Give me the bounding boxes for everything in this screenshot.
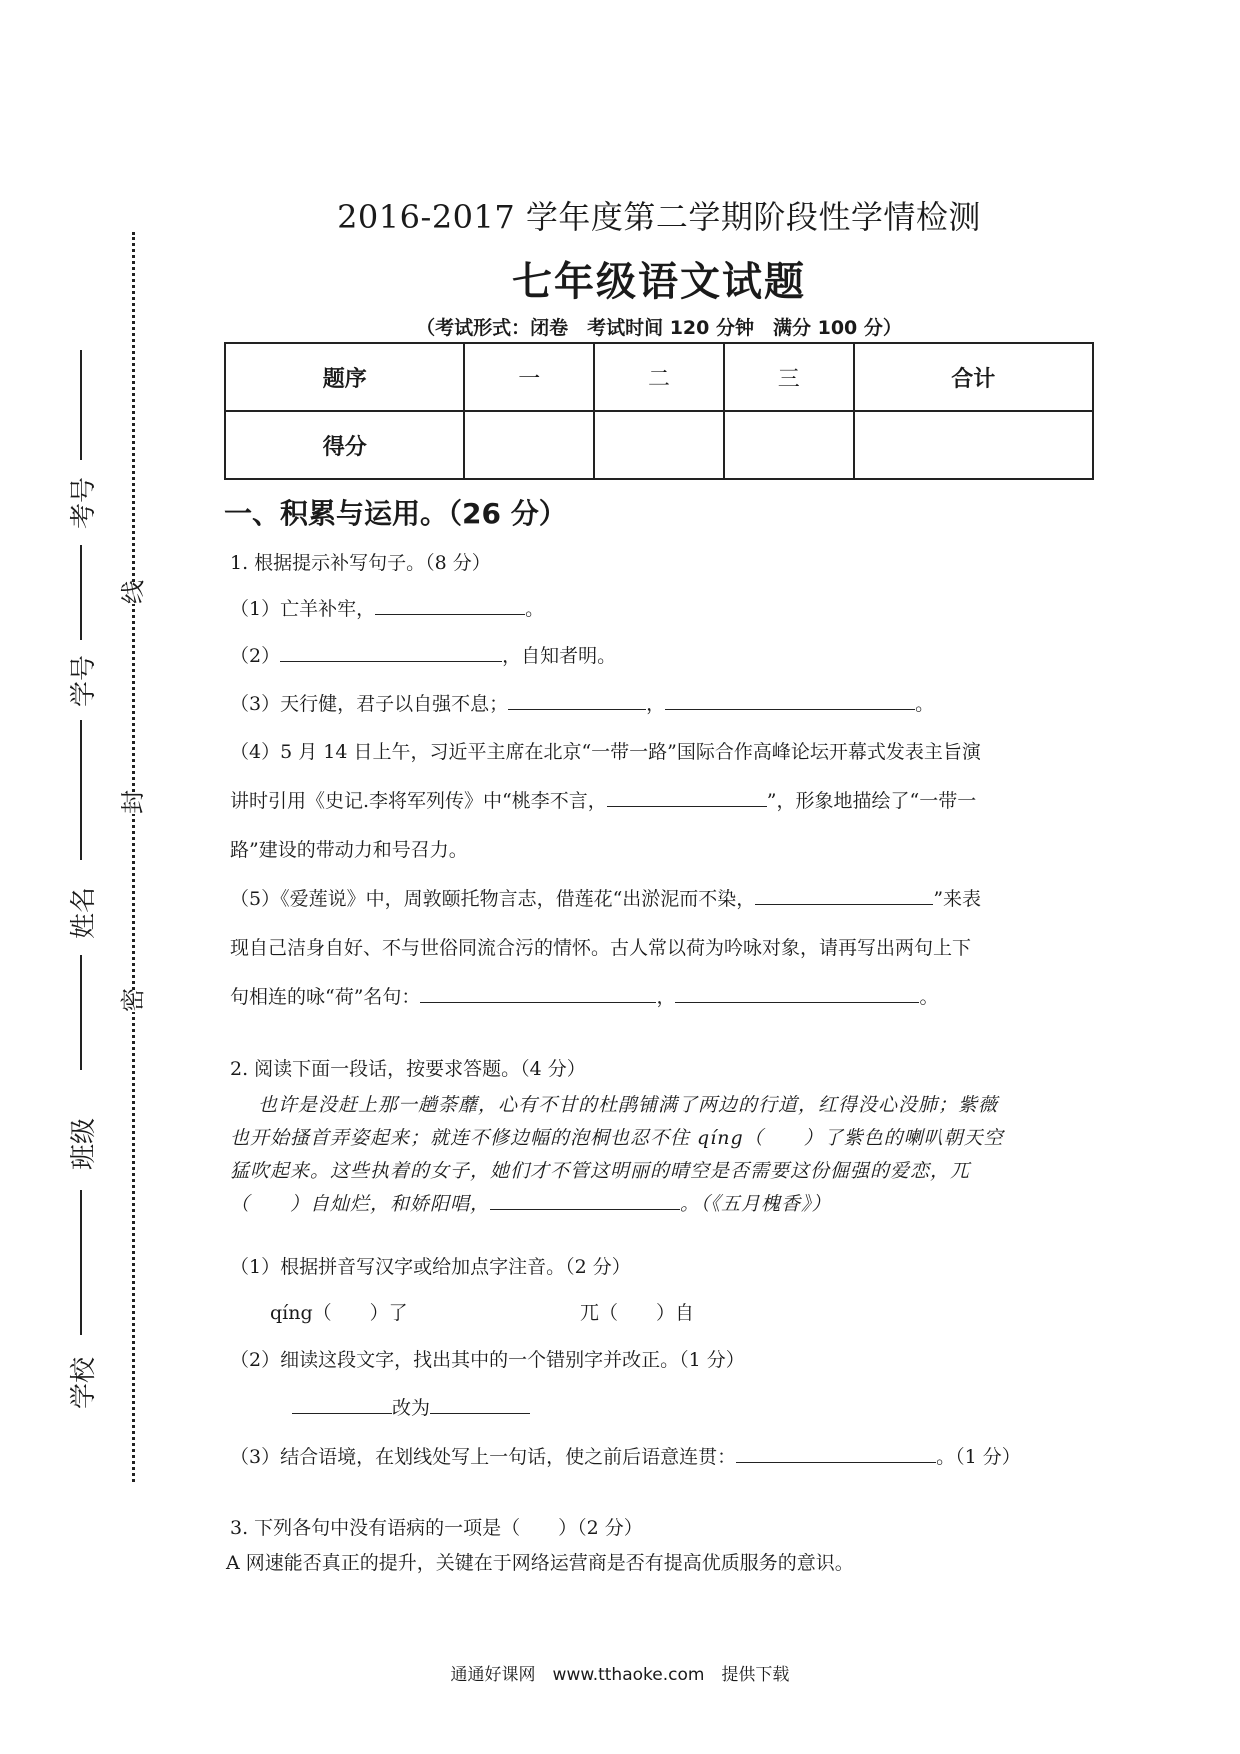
binding-underline-3 [80,720,82,860]
q1-stem: 1. 根据提示补写句子。（8 分） [230,552,491,574]
q1-item-2-blank[interactable] [280,641,502,662]
q1-item-1-blank[interactable] [375,594,525,615]
binding-underline-4 [80,955,82,1070]
q1-item-4-text-b: ”，形象地描绘了“一带一 [766,790,977,812]
q2-passage-source: 。（《五月槐香》） [680,1193,832,1215]
q2-passage-blank[interactable] [490,1189,680,1210]
score-cell-3[interactable] [724,411,854,479]
q2-sub-1-item-1[interactable]: qíng（ ）了 [270,1302,408,1324]
exam-subject-title: 七年级语文试题 [512,259,806,305]
score-table-score-row [225,411,1093,479]
binding-marker-seal: 封 [119,790,147,814]
score-table [224,342,1094,480]
binding-label-name: 姓名 [69,886,100,940]
binding-label-student-no: 学号 [69,654,100,708]
q2-sub-2-correct-blank[interactable] [430,1393,530,1414]
binding-underline-1 [80,350,82,460]
score-table-col-2: 二 [594,343,724,411]
q2-sub-2: （2）细读这段文字，找出其中的一个错别字并改正。（1 分） [230,1349,745,1371]
score-table-col-1: 一 [464,343,594,411]
exam-info: （考试形式：闭卷 考试时间 120 分钟 满分 100 分） [416,317,902,339]
q1-item-2 [230,641,616,668]
q1-item-2-text: ，自知者明。 [502,645,617,667]
q2-sub-3-blank[interactable] [736,1442,936,1463]
binding-label-class: 班级 [69,1117,100,1171]
score-table-label-order: 题序 [225,343,464,411]
q1-item-5-line-1 [230,884,981,911]
q2-sub-2-change-label: 改为 [392,1397,431,1419]
q2-passage-line-2: 也开始搔首弄姿起来；就连不修边幅的泡桐也忍不住 qíng（ ）了紫色的喇叭朝天空 [230,1127,1004,1149]
score-cell-1[interactable] [464,411,594,479]
q1-item-4-line-1: （4）5 月 14 日上午，习近平主席在北京“一带一路”国际合作高峰论坛开幕式发表主旨演 [230,741,981,763]
q1-item-3-sep: ， [646,693,666,715]
score-table-col-total: 合计 [854,343,1093,411]
score-table-label-score: 得分 [225,411,464,479]
q2-sub-2-answer [292,1393,530,1420]
binding-label-exam-no: 考号 [69,476,100,530]
q1-item-3-end: 。 [915,693,935,715]
score-table-col-3: 三 [724,343,854,411]
q1-item-3-blank-2[interactable] [665,689,915,710]
q1-item-4-line-2 [230,786,976,813]
q1-item-1 [230,594,544,621]
page-footer: 通通好课网 www.tthaoke.com 提供下载 [450,1665,790,1685]
binding-marker-secret: 密 [119,988,147,1012]
binding-marker-line: 线 [119,580,147,604]
q2-passage-line-3: 猛吹起来。这些执着的女子，她们才不管这明丽的晴空是否需要这份倔强的爱恋，兀 [230,1160,971,1182]
q2-passage-text: （ ）自灿烂，和娇阳唱， [230,1193,491,1215]
binding-label-school: 学校 [69,1356,100,1410]
q1-item-5-sep: ， [656,986,676,1008]
q3-option-a[interactable]: A 网速能否真正的提升，关键在于网络运营商是否有提高优质服务的意识。 [226,1552,854,1574]
q1-item-5-blank-1[interactable] [755,884,933,905]
exam-title: 2016-2017 学年度第二学期阶段性学情检测 [337,198,981,236]
q3-stem: 3. 下列各句中没有语病的一项是（ ）（2 分） [230,1517,643,1539]
q1-item-5-text-a: （5）《爱莲说》中，周敦颐托物言志，借莲花“出淤泥而不染， [230,888,756,910]
q1-item-5-line-3 [230,982,938,1009]
q2-sub-3 [230,1442,1021,1469]
q1-item-3-text: （3）天行健，君子以自强不息； [230,693,509,715]
section-1-heading: 一、积累与运用。（26 分） [224,497,567,530]
binding-dotted-line [132,232,135,1482]
binding-underline-2 [80,545,82,640]
q2-sub-1: （1）根据拼音写汉字或给加点字注音。（2 分） [230,1256,631,1278]
q2-passage-line-1: 也许是没赶上那一趟荼蘼，心有不甘的杜鹃铺满了两边的行道，红得没心没肺；紫薇 [258,1094,999,1116]
q2-sub-3-end: 。（1 分） [936,1446,1021,1468]
binding-underline-5 [80,1190,82,1335]
q2-sub-3-text: （3）结合语境，在划线处写上一句话，使之前后语意连贯： [230,1446,737,1468]
q1-item-4-line-3: 路”建设的带动力和号召力。 [230,839,468,861]
q1-item-1-end: 。 [525,598,545,620]
q1-item-5-blank-2[interactable] [420,982,656,1003]
q1-item-5-text-b: ”来表 [933,888,982,910]
q1-item-4-text-a: 讲时引用《史记.李将军列传》中“桃李不言， [230,790,607,812]
q2-passage-line-4 [230,1189,832,1216]
score-table-header-row [225,343,1093,411]
q2-sub-2-wrong-blank[interactable] [292,1393,392,1414]
q1-item-5-blank-3[interactable] [675,982,919,1003]
q1-item-1-text: （1）亡羊补牢， [230,598,376,620]
q1-item-4-blank[interactable] [607,786,767,807]
q1-item-3 [230,689,934,716]
score-cell-2[interactable] [594,411,724,479]
q1-item-5-text-c: 句相连的咏“荷”名句： [230,986,421,1008]
q2-sub-1-item-2[interactable]: 兀（ ）自 [580,1302,695,1324]
q1-item-5-end: 。 [919,986,939,1008]
q2-stem: 2. 阅读下面一段话，按要求答题。（4 分） [230,1058,586,1080]
score-cell-total[interactable] [854,411,1093,479]
q1-item-3-blank-1[interactable] [508,689,646,710]
q1-item-5-line-2: 现自己洁身自好、不与世俗同流合污的情怀。古人常以荷为吟咏对象，请再写出两句上下 [230,937,972,959]
q1-item-2-prefix: （2） [230,645,281,667]
